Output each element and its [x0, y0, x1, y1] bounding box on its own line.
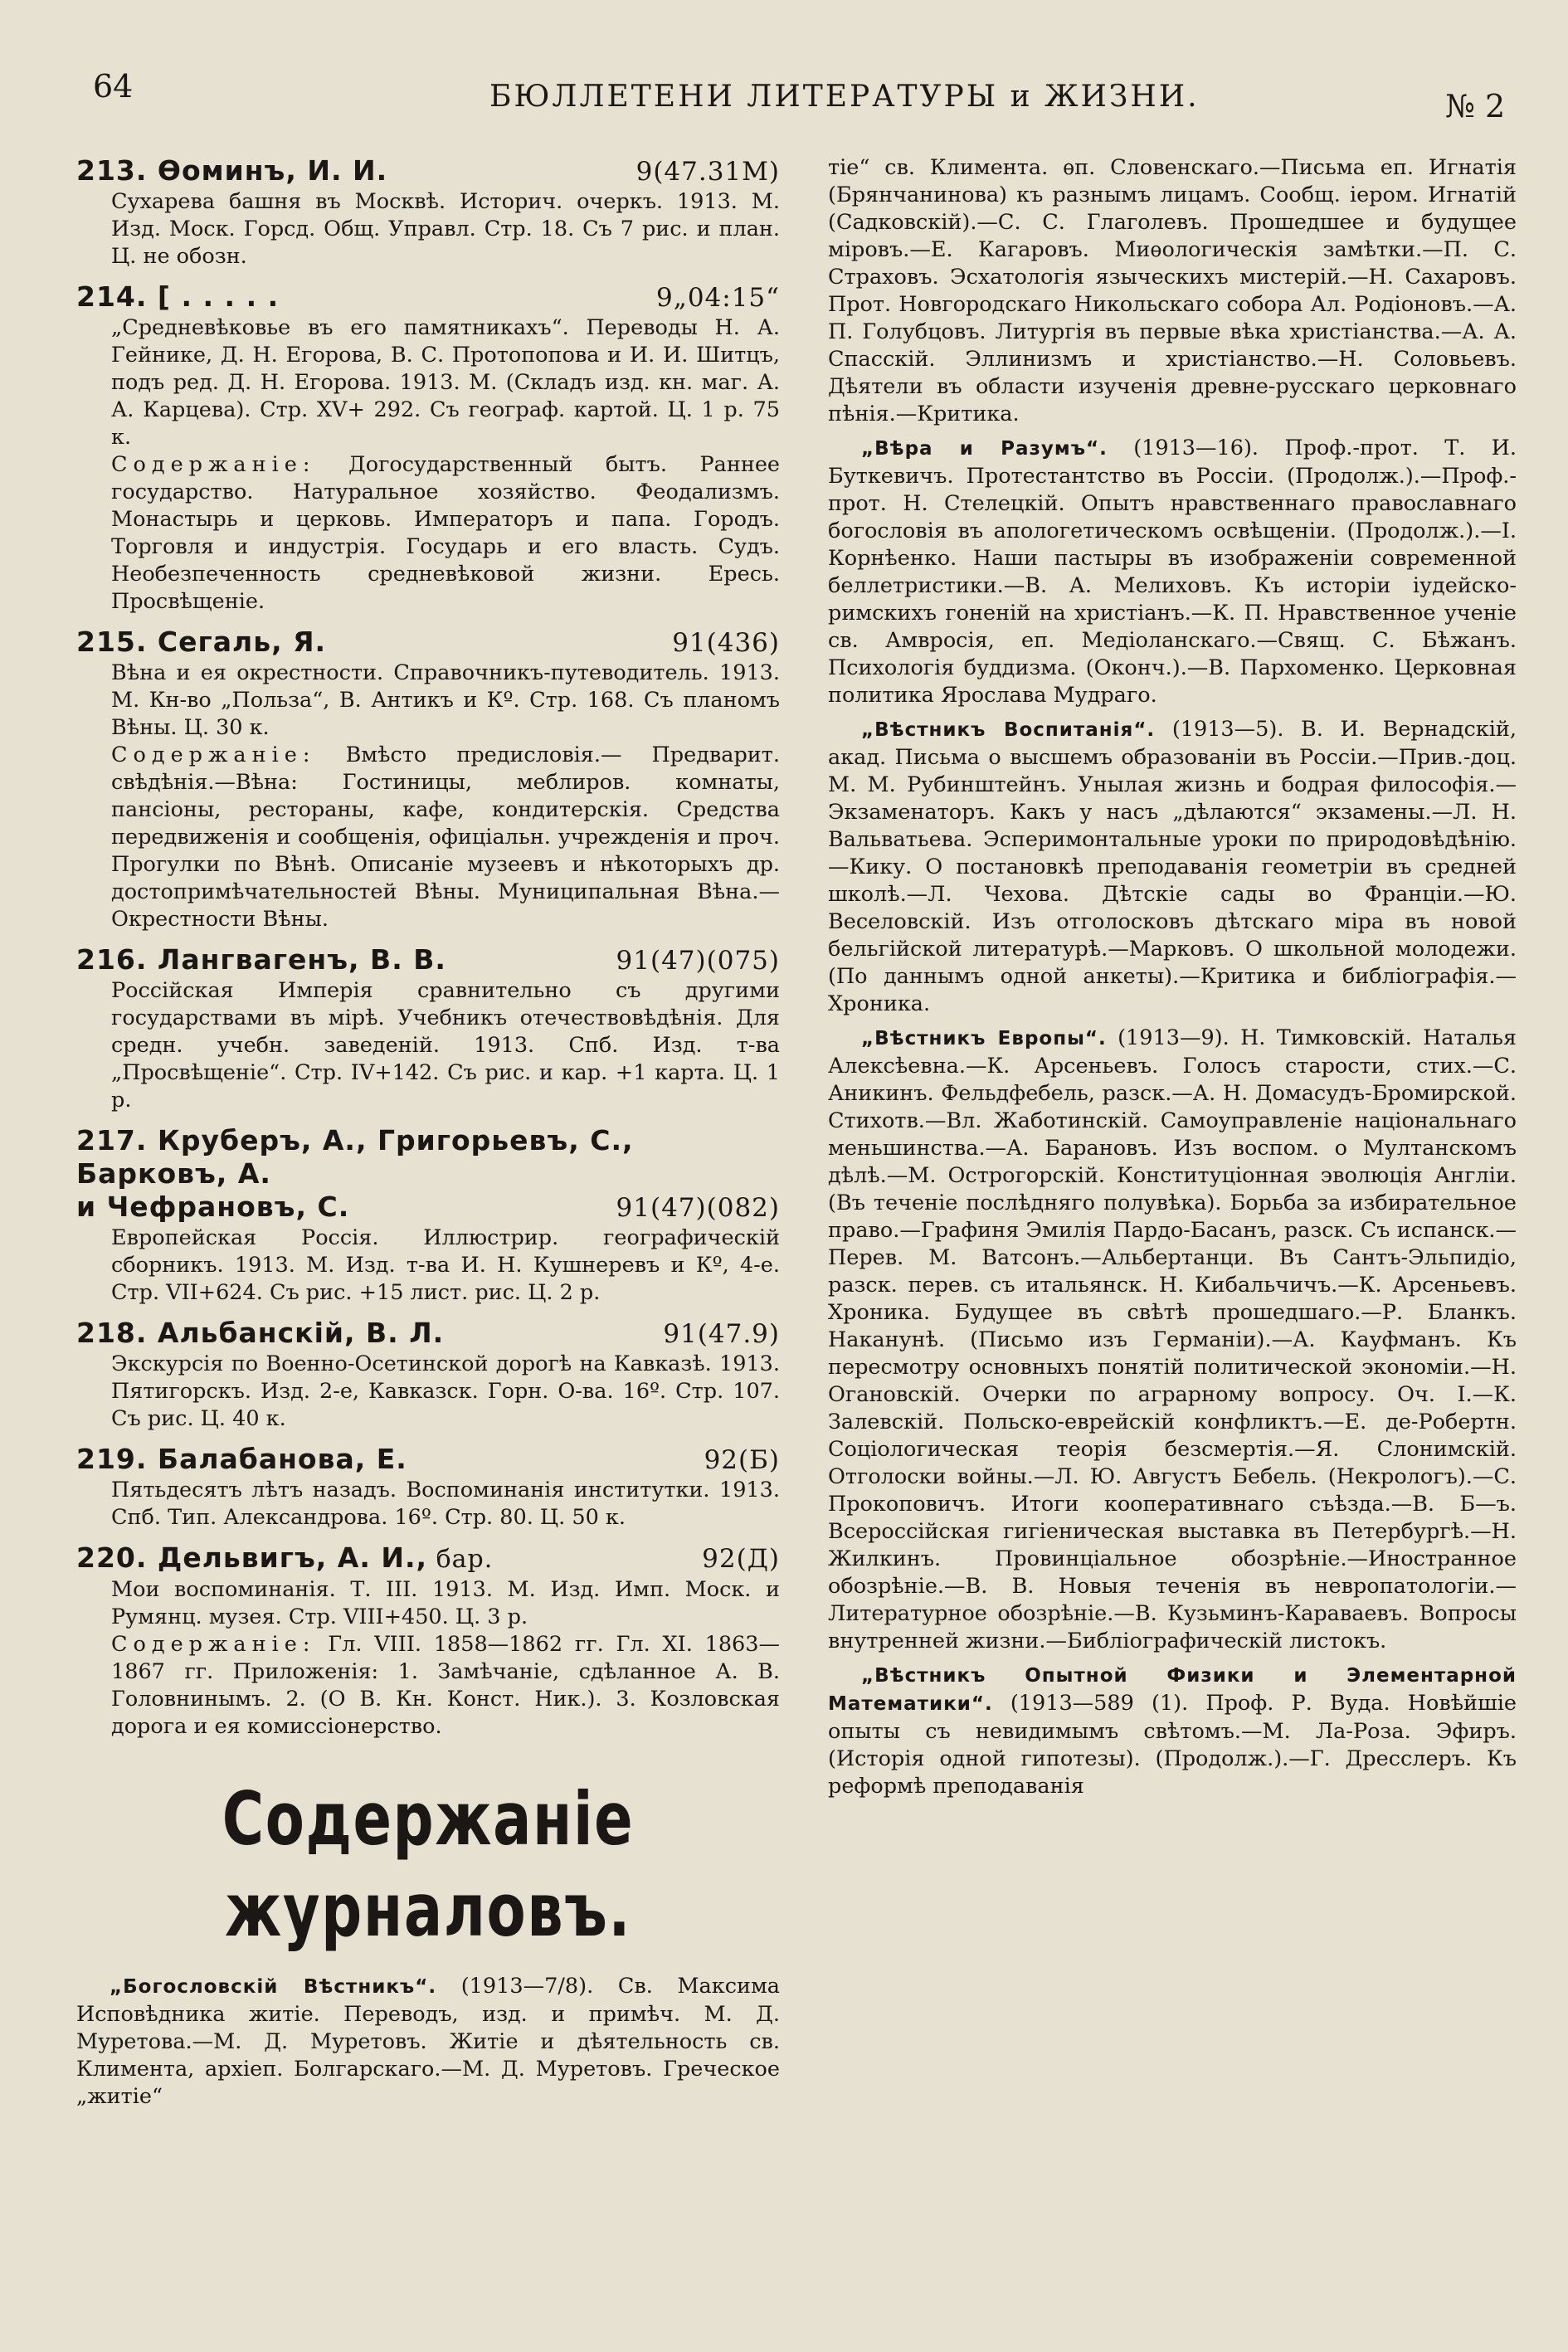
bibliography-entry — [76, 626, 780, 933]
entry-code: 92(Д) — [702, 1544, 780, 1574]
contents-label: Содержаніе: — [111, 1632, 316, 1657]
contents-label: Содержаніе: — [111, 452, 316, 477]
entry-number: 220. — [76, 1541, 148, 1574]
entry-body: Сухарева башня въ Москвѣ. Историч. очеркъ. 1913. М. Изд. Моск. Горсд. Общ. Управл. Стр. 18. Съ 7 рис. и план. Ц. не обозн. — [111, 189, 780, 269]
entry-body: Пятьдесятъ лѣтъ назадъ. Воспоминанія институтки. 1913. Спб. Тип. Александрова. 16º. Стр. 80. Ц. 50 к. — [111, 1478, 780, 1530]
entry-author: Лангвагенъ, В. В. — [157, 943, 446, 976]
journal-name: „Вѣстникъ Европы“. — [861, 1028, 1107, 1049]
journal-text: тіе“ св. Климента. ѳп. Словенскаго.—Письма еп. Игнатія (Брянчанинова) къ разнымъ лицамъ. Сообщ. іером. Игнатій (Садковскій).—С. С. Глаголевъ. Прошедшее и будущее міровъ.—Е. Кагаровъ. Миѳологическія замѣтки.—П. С. Страховъ. Эсхатологія языческихъ мистерій.—Н. Сахаровъ. Прот. Новгородскаго Никольскаго собора Ал. Родіоновъ.—А. П. Голубцовъ. Литургія въ первые вѣка христіанства.—А. А. Спасскій. Эллинизмъ и христіанство.—Н. Соловьевъ. Дѣятели въ области изученія древне-русскаго церковнаго пѣнія.—Критика. — [828, 155, 1517, 426]
page-title: БЮЛЛЕТЕНИ ЛИТЕРАТУРЫ и ЖИЗНИ. — [489, 80, 1200, 114]
entry-code: 91(47)(075) — [616, 946, 780, 976]
journal-text: (1913—5). В. И. Вернадскій, акад. Письма о высшемъ образованіи въ Россіи.—Прив.-доц. М. М. Рубинштейнъ. Унылая жизнь и бодрая философія.—Экзаменаторъ. Какъ у насъ „дѣлаются“ экзамены.—Л. Н. Вальватьева. Эсперимонтальные уроки по природовѣдѣнію.—Кику. О постановкѣ преподаванія геометріи въ средней школѣ.—Л. Чехова. Дѣтскіе сады во Франціи.—Ю. Веселовскій. Изъ отголосковъ дѣтскаго міра въ новой бельгійской литературѣ.—Марковъ. О школьной молодежи. (По даннымъ одной анкеты).—Критика и библіографія.—Хроника. — [828, 717, 1517, 1016]
journal-name: „Вѣстникъ Опытной Физики и Элементарной Математики“. — [828, 1665, 1517, 1715]
entry-body: Россійская Имперія сравнительно съ другими государствами въ мірѣ. Учебникъ отечествовѣдѣнія. Для средн. учебн. заведеній. 1913. Спб. Изд. т-ва „Просвѣщеніе“. Стр. IV+142. Съ рис. и кар. +1 карта. Ц. 1 р. — [111, 978, 780, 1113]
entry-body: Европейская Россія. Иллюстрир. географическій сборникъ. 1913. М. Изд. т-ва И. Н. Кушнеревъ и Кº, 4-е. Стр. VII+624. Съ рис. +15 лист. рис. Ц. 2 р. — [111, 1225, 780, 1305]
entry-number: 215. — [76, 626, 148, 658]
page-number: 64 — [93, 68, 134, 105]
bibliography-entry — [76, 1317, 780, 1433]
bibliography-entry — [76, 280, 780, 616]
entry-number: 219. — [76, 1443, 148, 1475]
entry-author: Круберъ, А., Григорьевъ, С., Барковъ, А. — [76, 1124, 634, 1190]
entry-number: 214. — [76, 280, 148, 313]
entry-author: [ . . . . . — [157, 280, 280, 313]
journal-text: (1913—589 (1). Проф. Р. Вуда. Новѣйшіе опыты съ невидимымъ свѣтомъ.—М. Ла-Роза. Эфиръ. (Исторія одной гипотезы). (Продолж.).—Г. Дресслеръ. Къ реформѣ преподаванія — [828, 1691, 1517, 1799]
entry-code: 91(47.9) — [663, 1319, 780, 1349]
entry-author: Альбанскій, В. Л. — [157, 1317, 445, 1349]
bibliography-entry — [76, 1124, 780, 1307]
journal-entry — [76, 1973, 780, 2111]
issue-number: № 2 — [1445, 88, 1506, 124]
entry-number: 213. — [76, 154, 148, 187]
entry-code: 91(436) — [672, 628, 780, 658]
entry-contents — [76, 1631, 780, 1741]
entry-body: Экскурсія по Военно-Осетинской дорогѣ на Кавказѣ. 1913. Пятигорскъ. Изд. 2-е, Кавказск. Горн. О-ва. 16º. Стр. 107. Съ рис. Ц. 40 к. — [111, 1351, 780, 1431]
journal-entry — [828, 1662, 1517, 1800]
bibliography-entry — [76, 1443, 780, 1531]
journal-name: „Вѣра и Разумъ“. — [861, 438, 1108, 460]
entry-contents — [76, 742, 780, 933]
entry-code: 9(47.31М) — [635, 157, 780, 187]
contents-text: Вмѣсто предисловія.— Предварит. свѣдѣнія.—Вѣна: Гостиницы, меблиров. комнаты, пансіоны, рестораны, кафе, кондитерскія. Средства передвиженія и сообщенія, офиціальн. учрежденія и проч. Прогулки по Вѣнѣ. Описаніе музеевъ и нѣкоторыхъ др. достопримѣчательностей Вѣны. Муниципальная Вѣна.— Окрестности Вѣны. — [111, 743, 780, 932]
journal-text: (1913—7/8). Св. Максима Исповѣдника житіе. Переводъ, изд. и примѣч. М. Д. Муретова.—М. Д. Муретовъ. Житіе и дѣятельность св. Климента, архіеп. Болгарскаго.—М. Д. Муретовъ. Греческое „житіе“ — [76, 1974, 780, 2109]
section-title: Содержаніе журналовъ. — [222, 1776, 635, 1953]
entry-body: Мои воспоминанія. Т. III. 1913. М. Изд. Имп. Моск. и Румянц. музея. Стр. VIII+450. Ц. 3 р. — [111, 1577, 780, 1629]
journal-text: (1913—16). Проф.-прот. Т. И. Буткевичъ. Протестантство въ Россіи. (Продолж.).—Проф.-прот. Н. Стелецкій. Опытъ нравственнаго православнаго богословія въ апологетическомъ освѣщеніи. (Продолж.).—І. Корнѣенко. Наши пастыры въ изображеніи современной беллетристики.—В. А. Мелиховъ. Къ исторіи іудейско-римскихъ гоненій на христіанъ.—К. П. Нравственное ученіе св. Амвросія, еп. Медіоланскаго.—Свящ. С. Бѣжанъ. Психологія буддизма. (Оконч.).—В. Пархоменко. Церковная политика Ярослава Мудраго. — [828, 436, 1517, 708]
contents-text: Гл. VIII. 1858—1862 гг. Гл. XI. 1863—1867 гг. Приложенія: 1. Замѣчаніе, сдѣланное А. В. Головнинымъ. 2. (О В. Кн. Конст. Ник.). 3. Козловская дорога и ея комиссіонерство. — [111, 1632, 780, 1739]
journal-name: „Богословскій Вѣстникъ“. — [110, 1976, 437, 1998]
entry-code: 9„04:15“ — [656, 283, 780, 313]
entry-number: 218. — [76, 1317, 148, 1349]
entry-author: Балабанова, Е. — [157, 1443, 407, 1475]
entry-author-title: бар. — [427, 1545, 494, 1574]
entry-author: Дельвигъ, А. И., — [157, 1541, 428, 1574]
entry-author: Ѳоминъ, И. И. — [157, 154, 388, 187]
entry-code: 92(Б) — [704, 1445, 780, 1475]
running-header — [0, 68, 1568, 126]
entry-number: 217. — [76, 1124, 148, 1157]
entry-contents — [76, 451, 780, 616]
entry-body: Вѣна и ея окрестности. Справочникъ-путеводитель. 1913. М. Кн-во „Польза“, В. Антикъ и Кº. Стр. 168. Съ планомъ Вѣны. Ц. 30 к. — [111, 660, 780, 740]
journal-entry — [828, 435, 1517, 709]
contents-text: Догосударственный бытъ. Раннее государство. Натуральное хозяйство. Феодализмъ. Монастырь и церковь. Императоръ и папа. Городъ. Торговля и индустрія. Государь и его власть. Судъ. Необезпеченность средневѣковой жизни. Ересь. Просвѣщеніе. — [111, 452, 780, 614]
entry-body: „Средневѣковье въ его памятникахъ“. Переводы Н. А. Гейнике, Д. Н. Егорова, В. С. Протопопова и И. И. Шитцъ, подъ ред. Д. Н. Егорова. 1913. М. (Складъ изд. кн. маг. А. А. Карцева). Стр. XV+ 292. Съ географ. картой. Ц. 1 р. 75 к. — [111, 315, 780, 450]
bibliography-entry — [76, 154, 780, 270]
bibliography-entry — [76, 1541, 780, 1741]
journal-entry — [828, 1025, 1517, 1655]
entry-code: 91(47)(082) — [616, 1193, 780, 1223]
entry-author: Сегаль, Я. — [157, 626, 327, 658]
entry-number: 216. — [76, 943, 148, 976]
left-column — [76, 154, 780, 2311]
journal-entry — [828, 154, 1517, 428]
journal-name: „Вѣстникъ Воспитанія“. — [861, 719, 1156, 741]
journal-text: (1913—9). Н. Тимковскій. Наталья Алексѣевна.—К. Арсеньевъ. Голосъ старости, стих.—С. Аникинъ. Фельдфебель, разск.—А. Н. Домасудъ-Бромирской. Стихотв.—Вл. Жаботинскій. Самоуправленіе національнаго меньшинства.—А. Барановъ. Изъ воспом. о Мултанскомъ дѣлѣ.—М. Острогорскій. Конституціонная эволюція Англіи. (Въ теченіе послѣдняго полувѣка). Борьба за избирательное право.—Графиня Эмилія Пардо-Басанъ, разск. Съ испанск.—Перев. М. Ватсонъ.—Альбертанци. Въ Сантъ-Эльпидіо, разск. перев. съ итальянск. Н. Кибальчичъ.—К. Арсеньевъ. Хроника. Будущее въ свѣтѣ прошедшаго.—Р. Бланкъ. Наканунѣ. (Письмо изъ Германіи).—А. Кауфманъ. Къ пересмотру основныхъ понятій политической экономіи.—Н. Огановскій. Очерки по аграрному вопросу. Оч. I.—К. Залевскій. Польско-еврейскій конфликтъ.—Е. де-Робертн. Соціологическая теорія безсмертія.—Я. Слонимскій. Отголоски войны.—Л. Ю. Августъ Бебель. (Некрологъ).—С. Прокоповичъ. Итоги кооперативнаго съѣзда.—В. Б—ъ. Всероссійская гигіеническая выставка въ Петербургѣ.—Н. Жилкинъ. Провинціальное обозрѣніе.—Иностранное обозрѣніе.—В. В. Новыя теченія въ невропатологіи.—Литературное обозрѣніе.—В. Кузьминъ-Караваевъ. Вопросы внутренней жизни.—Библіографическій листокъ. — [828, 1025, 1517, 1653]
journal-entry — [828, 716, 1517, 1018]
right-column — [828, 154, 1517, 2345]
contents-label: Содержаніе: — [111, 743, 316, 767]
entry-author-continued: и Чефрановъ, С. — [76, 1191, 350, 1223]
bibliography-entry — [76, 943, 780, 1114]
